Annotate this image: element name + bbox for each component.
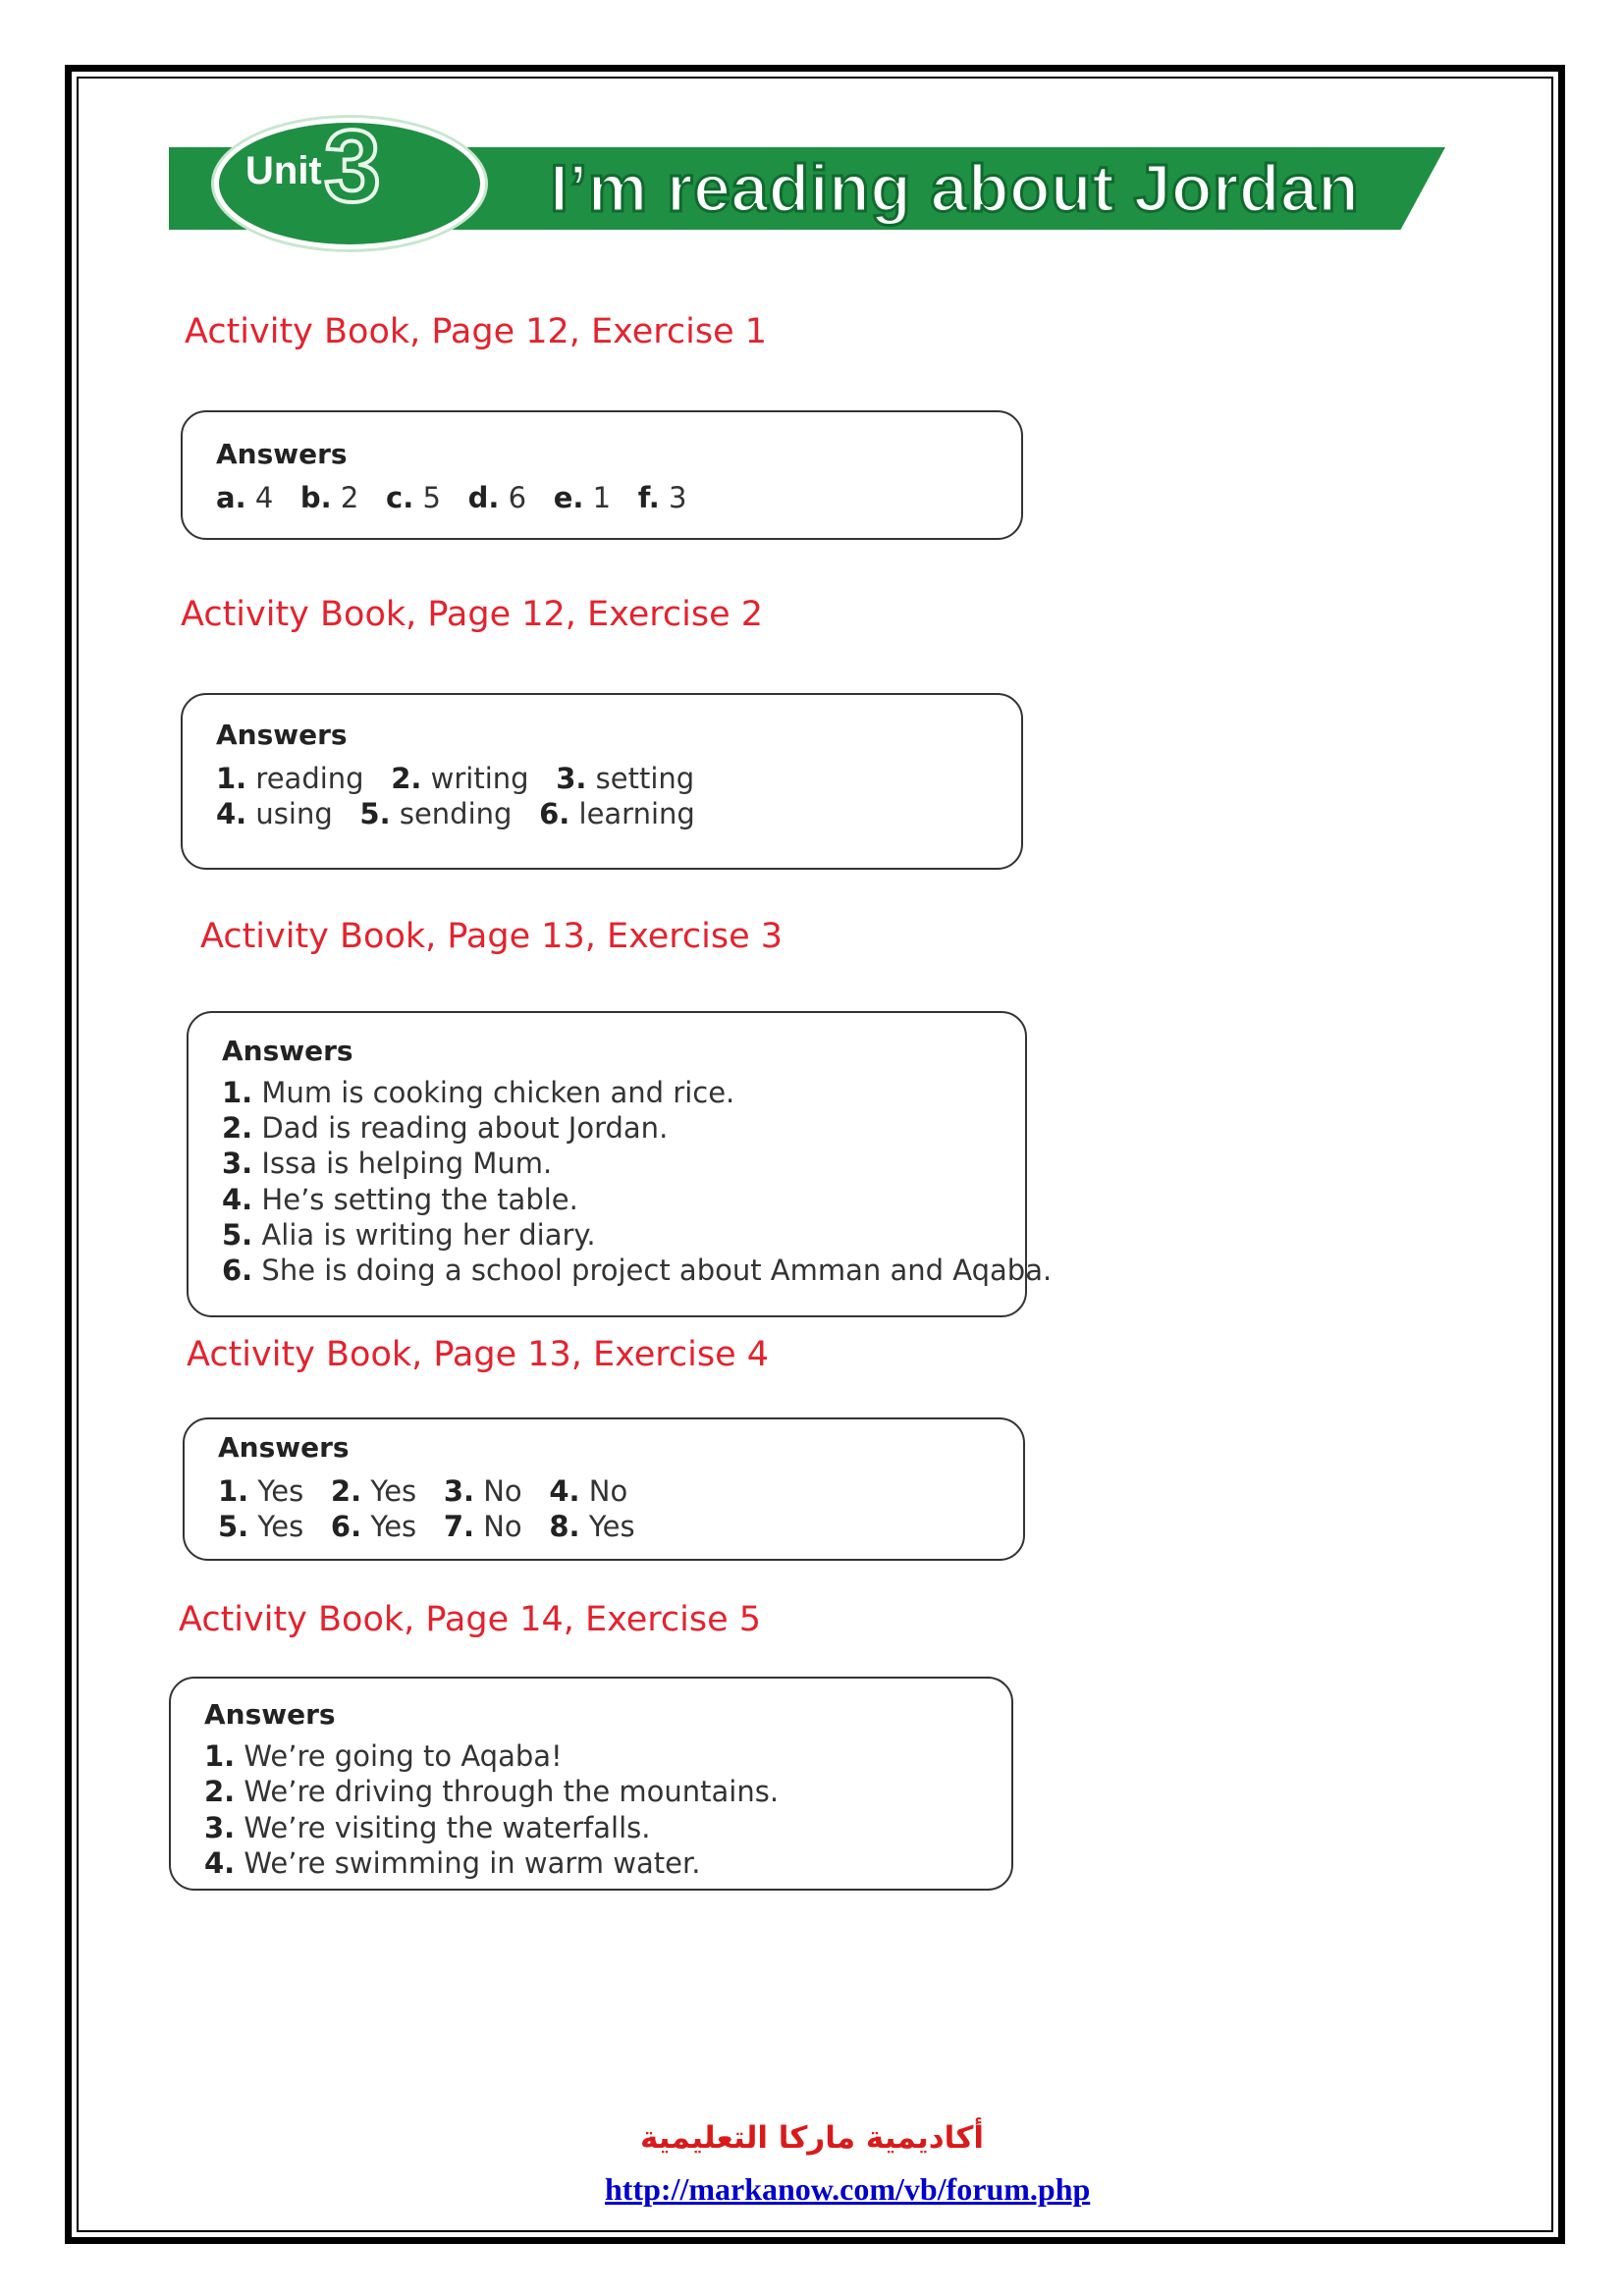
footer-forum-link[interactable]: http://markanow.com/vb/forum.php [605,2171,1091,2207]
exercise-heading-4: Activity Book, Page 13, Exercise 4 [187,1335,770,1374]
answer-line: 4. We’re swimming in warm water. [204,1846,701,1880]
footer-academy-name: أكاديمية ماركا التعليمية [640,2120,984,2156]
answer-box-2 [181,693,1023,870]
answer-box-4 [183,1417,1025,1561]
answers-label: Answers [216,719,348,751]
unit-number: 3 [324,110,381,224]
answers-label: Answers [222,1035,353,1067]
exercise-heading-3: Activity Book, Page 13, Exercise 3 [200,917,784,956]
answers-label: Answers [218,1431,350,1464]
unit-title: I’m reading about Jordan [550,151,1360,226]
answer-box-1 [181,410,1023,540]
answer-line: 2. Dad is reading about Jordan. [222,1111,669,1145]
answer-line: 1. We’re going to Aqaba! [204,1739,563,1773]
answer-line: 4. using 5. sending 6. learning [216,797,695,830]
answer-line: 4. He’s setting the table. [222,1183,578,1216]
unit-label: Unit [245,149,322,192]
answer-box-3 [187,1011,1053,1317]
exercise-heading-2: Activity Book, Page 12, Exercise 2 [181,595,764,634]
answer-line: 6. She is doing a school project about Amman and Aqaba. [222,1254,1053,1287]
answer-line: 3. Issa is helping Mum. [222,1147,553,1180]
answers-label: Answers [216,438,348,470]
answer-line: 5. Alia is writing her diary. [222,1218,596,1252]
answer-line: 1. reading 2. writing 3. setting [216,762,695,795]
answer-line: 3. We’re visiting the waterfalls. [204,1811,651,1844]
answer-line: 5. Yes 6. Yes 7. No 8. Yes [218,1510,635,1543]
answer-box-5 [169,1677,1013,1891]
answer-line: 2. We’re driving through the mountains. [204,1775,780,1808]
answer-line: 1. Mum is cooking chicken and rice. [222,1076,735,1109]
answers-label: Answers [204,1698,336,1731]
exercise-heading-1: Activity Book, Page 12, Exercise 1 [185,312,768,351]
exercise-heading-5: Activity Book, Page 14, Exercise 5 [179,1600,762,1639]
answer-line: 1. Yes 2. Yes 3. No 4. No [218,1474,628,1508]
answer-line: a. 4 b. 2 c. 5 d. 6 e. 1 f. 3 [216,481,687,514]
